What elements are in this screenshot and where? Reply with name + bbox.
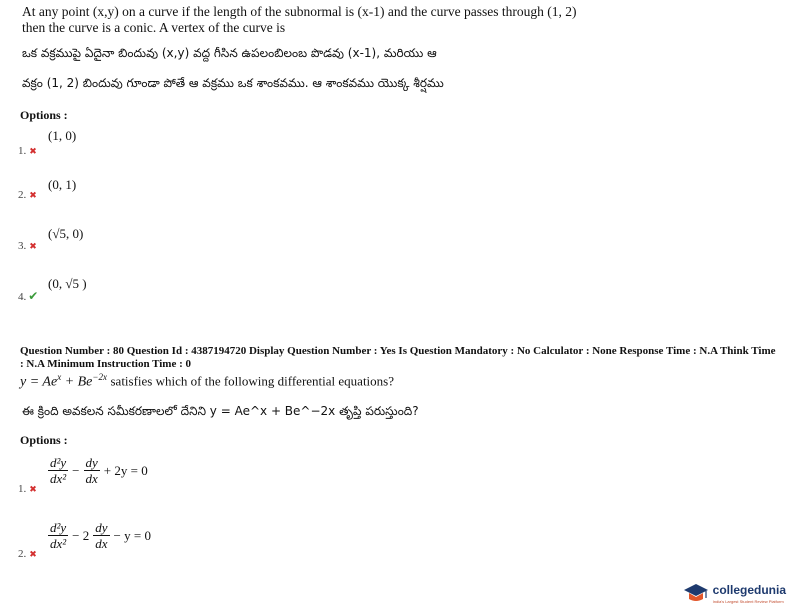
option-2-number: 2. ✖ [18,189,37,201]
question-text: $y = Ae^x + Be^{-2x}$ satisfies which of the following differential equations? [20,372,395,390]
question-metadata: Question Number : 80 Question Id : 4387194720 Display Question Number : Yes Is Question Mandatory : No Calculator : None Response Time : N.A Think Time : N.A Minimum Instruction Time : 0 [20,345,776,370]
graduation-cap-icon [683,582,709,604]
question-text: At any point (x,y) on a curve if the length of the subnormal is (x-1) and the curve passes through (1, 2) then the curve is a conic. A vertex of the curve is [22,4,577,35]
question-text-telugu: ఈ క్రింది అవకలన సమీకరణాలలో దేనిని y = Ae^x + Be^−2x తృప్తి పరుస్తుంది? [22,404,419,418]
option-1-equation: $\frac{\text{d²y}}{\text{dx²}}$ − $\frac{dy}{dx}$ + 2y = 0 [50,455,148,486]
option-2-value: (0, 1) [48,177,77,192]
option-1-number: 1. ✖ [18,483,37,495]
wrong-mark-icon: ✖ [29,549,37,559]
wrong-mark-icon: ✖ [29,484,37,494]
wrong-mark-icon: ✖ [29,146,37,156]
logo-tagline: India's Largest Student Review Platform [712,599,784,604]
logo-name: collegedunia [712,583,786,597]
options-label: Options : [20,108,68,122]
question-text-telugu-line2: వక్రం (1, 2) బిందువు గూండా పోతే ఆ వక్రము ఒక శాంకవము. ఆ శాంకవము యొక్క శీర్షము [22,76,444,90]
option-1-value: (1, 0) [48,128,77,143]
check-mark-icon: ✔ [28,289,39,303]
option-3-value: (√5, 0) [48,226,84,241]
option-1-number: 1. ✖ [18,145,37,157]
option-4-number: 4. ✔ [18,289,39,303]
option-4-value: (0, √5 ) [48,276,87,291]
wrong-mark-icon: ✖ [29,190,37,200]
option-2-equation: $\frac{\text{d²y}}{\text{dx²}}$ − 2 $\frac{dy}{dx}$ − y = 0 [50,520,151,551]
option-2-number: 2. ✖ [18,548,37,560]
question-text-telugu-line1: ఒక వక్రముపై ఏదైనా బిందువు (x,y) వద్ద గీసిన ఉపలంబిలంబ పొడవు (x-1), మరియు ఆ [22,46,437,60]
collegedunia-logo [683,581,786,604]
options-label: Options : [20,433,68,447]
option-3-number: 3. ✖ [18,240,37,252]
wrong-mark-icon: ✖ [29,241,37,251]
